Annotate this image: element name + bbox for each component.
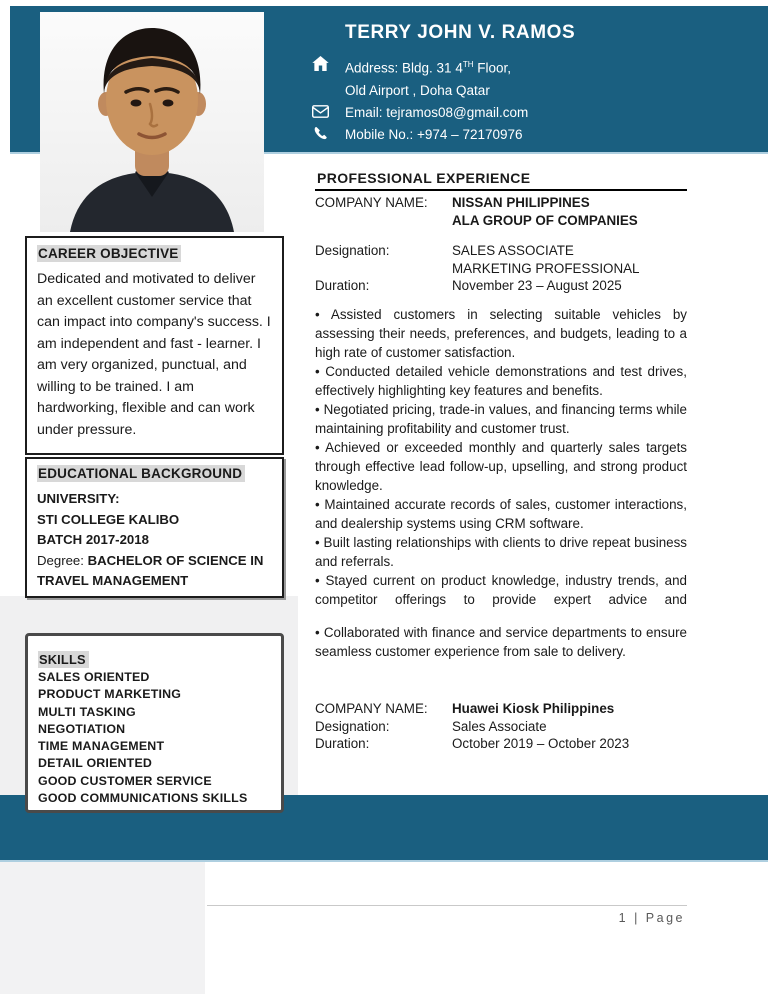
skill-item: SALES ORIENTED — [38, 670, 150, 684]
bullet-item: • Conducted detailed vehicle demonstrations and test drives, effectively highlighting key features and benefits. — [315, 362, 687, 400]
bullet-item: • Built lasting relationships with clients to drive repeat business and referrals. — [315, 533, 687, 571]
email-text: Email: tejramos08@gmail.com — [345, 104, 529, 120]
duration-value: November 23 – August 2025 — [452, 278, 622, 293]
skill-item: GOOD CUSTOMER SERVICE — [38, 773, 212, 788]
education-title: EDUCATIONAL BACKGROUND — [37, 466, 272, 481]
bullet-item: • Collaborated with finance and service departments to ensure seamless customer experience from sale to delivery. — [315, 623, 687, 661]
email-row — [312, 102, 752, 124]
company-label: COMPANY NAME: — [315, 701, 428, 716]
mail-icon — [312, 104, 333, 121]
header — [312, 22, 752, 146]
university-label: UNIVERSITY: — [37, 491, 120, 506]
profile-photo — [40, 12, 264, 232]
designation-row — [315, 718, 687, 736]
company-name: NISSAN PHILIPPINES ALA GROUP OF COMPANIES — [452, 195, 638, 228]
footer-divider — [207, 905, 687, 906]
company-row — [315, 700, 687, 718]
mobile-text: Mobile No.: +974 – 72170976 — [345, 126, 523, 142]
home-icon — [312, 56, 333, 73]
address-line1: Address: Bldg. 31 4TH Floor, — [345, 60, 512, 76]
bullet-item: • Assisted customers in selecting suitable vehicles by assessing their needs, preferences, and budgets, leading to a high rate of customer satisfaction. — [315, 305, 687, 362]
duration-value: October 2019 – October 2023 — [452, 736, 630, 751]
skill-item: NEGOTIATION — [38, 721, 126, 736]
duration-label: Duration: — [315, 736, 370, 751]
skill-item: GOOD COMMUNICATIONS SKILLS — [38, 791, 248, 806]
company-name: Huawei Kiosk Philippines — [452, 701, 615, 716]
designation-row — [315, 242, 687, 277]
designation-value: Sales Associate — [452, 718, 547, 734]
bullet-item: • Achieved or exceeded monthly and quarterly sales targets through effective lead follow-up, upselling, and strong product knowledge. — [315, 438, 687, 495]
duration-row — [315, 277, 687, 295]
skill-item: PRODUCT MARKETING — [38, 687, 182, 702]
experience-section — [315, 170, 687, 661]
company-row — [315, 194, 687, 229]
designation-label: Designation: — [315, 718, 390, 734]
job-bullets — [315, 305, 687, 661]
career-objective-title: CAREER OBJECTIVE — [37, 246, 272, 261]
bullet-item: • Negotiated pricing, trade-in values, and financing terms while maintaining profitability and customer trust. — [315, 400, 687, 438]
skill-item: MULTI TASKING — [38, 704, 136, 719]
page-number: 1 | Page — [618, 911, 685, 925]
address-row — [312, 54, 752, 80]
school-name: STI COLLEGE KALIBO — [37, 511, 180, 527]
skills-section — [25, 633, 284, 813]
designation-value: SALES ASSOCIATE MARKETING PROFESSIONAL — [452, 243, 640, 276]
skill-item: TIME MANAGEMENT — [38, 739, 165, 754]
batch-years: BATCH 2017-2018 — [37, 532, 149, 547]
degree-line: Degree: BACHELOR OF SCIENCE IN TRAVEL MANAGEMENT — [37, 552, 264, 588]
bottom-left-gray-panel — [0, 860, 205, 994]
phone-icon — [312, 126, 333, 143]
skill-item: DETAIL ORIENTED — [38, 756, 153, 771]
skills-title: SKILLS — [38, 652, 271, 667]
skills-list — [38, 669, 271, 807]
bullet-item: • Maintained accurate records of sales, customer interactions, and dealership systems using CRM software. — [315, 495, 687, 533]
career-objective-body: Dedicated and motivated to deliver an excellent customer service that can impact into company's success. I am independent and fast - learner. I am very organized, punctual, and willing to be trained. I am hardworking, flexible and can work under pressure. — [37, 271, 271, 438]
designation-label: Designation: — [315, 243, 390, 258]
mobile-row — [312, 124, 752, 146]
education-section — [25, 457, 284, 598]
career-objective-section — [25, 236, 284, 455]
duration-label: Duration: — [315, 278, 370, 293]
profile-photo-image — [40, 12, 264, 232]
duration-row — [315, 735, 687, 753]
experience-title: PROFESSIONAL EXPERIENCE — [317, 170, 531, 186]
experience-rule — [315, 189, 687, 191]
person-name: TERRY JOHN V. RAMOS — [345, 22, 576, 43]
address-row-2 — [312, 80, 752, 102]
experience-job-2 — [315, 700, 687, 753]
company-label: COMPANY NAME: — [315, 195, 428, 210]
address-line2: Old Airport , Doha Qatar — [345, 82, 490, 98]
bullet-item: • Stayed current on product knowledge, industry trends, and competitor offerings to provide expert advice and — [315, 571, 687, 609]
